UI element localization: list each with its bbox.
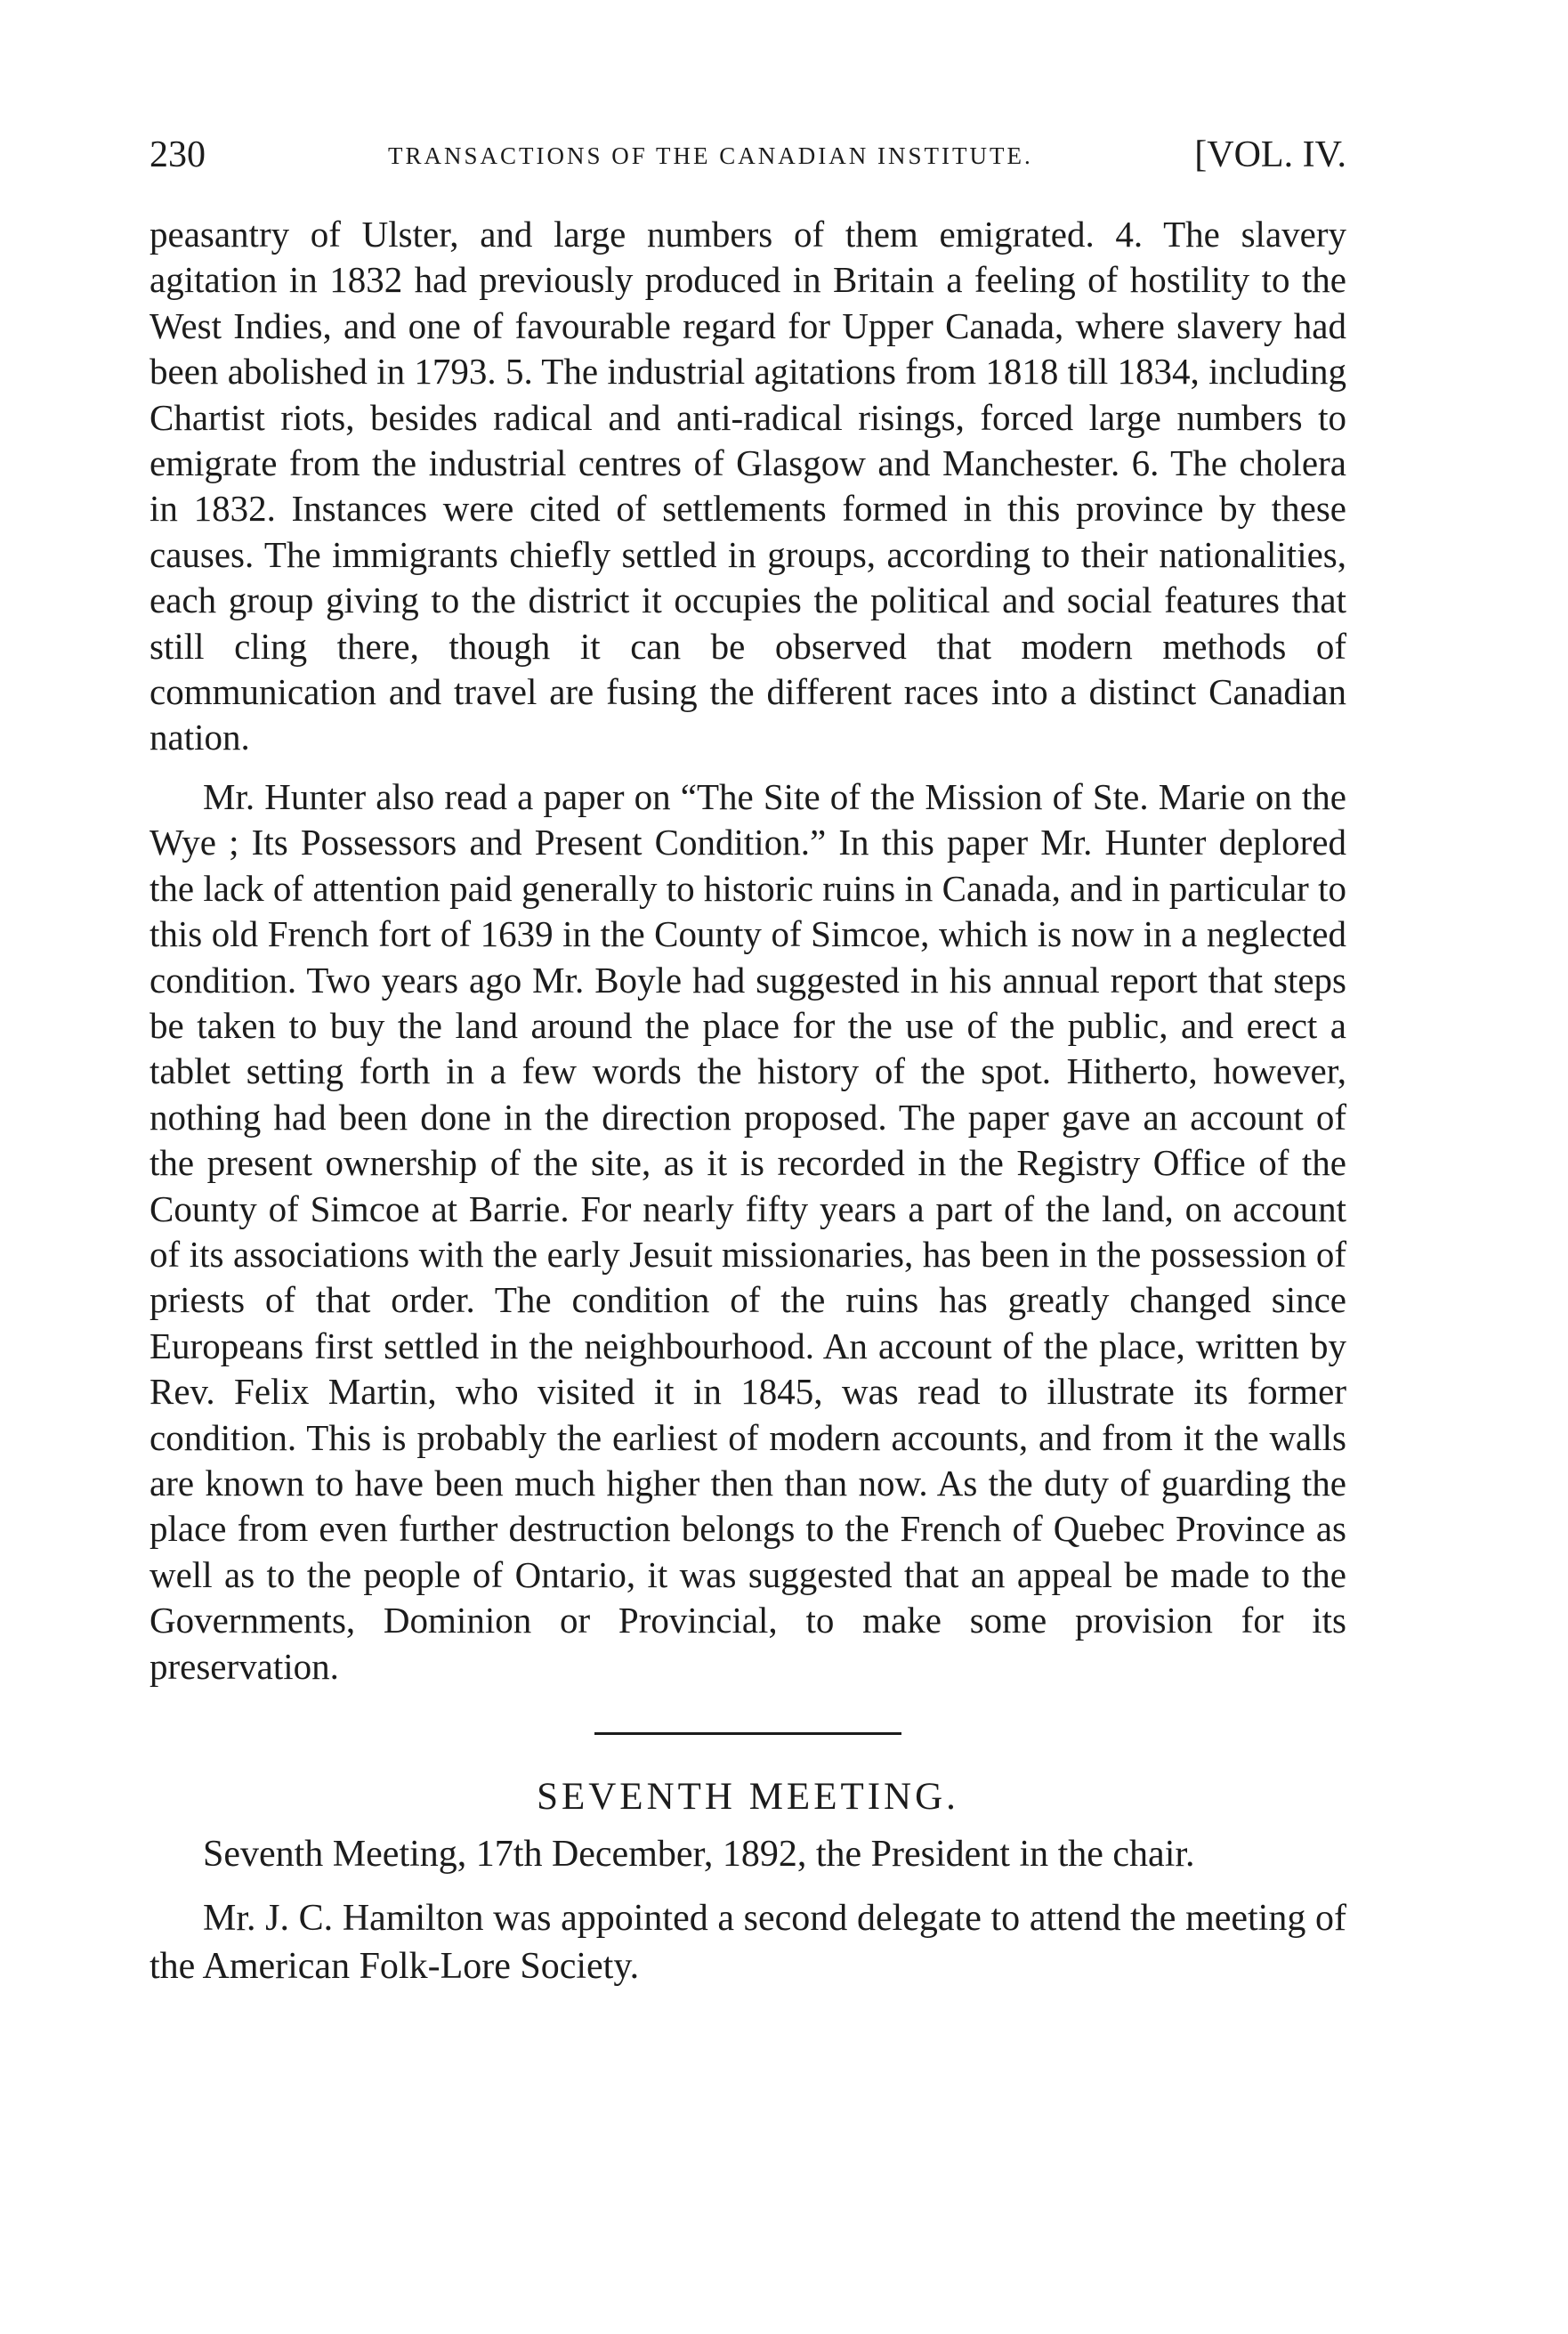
paragraph-continuation: peasantry of Ulster, and large numbers of them emigrated. 4. The slavery agitation in 1832 had previously produced in Britain a feeling of hostility to the West Indies, and one of favourable regard for Upper Canada, where slavery had been abolished in 1793. 5. The industrial agitations from 1818 till 1834, including Chartist riots, besides radical and anti-radical risings, forced large numbers to emigrate from the industrial centres of Glasgow and Manchester. 6. The cholera in 1832. Instances were cited of settlements formed in this province by these causes. The immigrants chiefly settled in groups, according to their nationalities, each group giving to the district it occupies the political and social features that still cling there, though it can be observed that modern methods of communication and travel are fusing the different races into a distinct Canadian nation. [150,214,1346,758]
paragraph-hunter-paper: Mr. Hunter also read a paper on “The Site of the Mission of Ste. Marie on the Wye ; Its Possessors and Present Condition.” In this paper Mr. Hunter deplored the lack of attention paid generally to historic ruins in Canada, and in particular to this old French fort of 1639 in the County of Simcoe, which is now in a neglected condition. Two years ago Mr. Boyle had suggested in his annual report that steps be taken to buy the land around the place for the use of the public, and erect a tablet setting forth in a few words the history of the spot. Hitherto, however, nothing had been done in the direction proposed. The paper gave an account of the present ownership of the site, as it is recorded in the Registry Office of the County of Simcoe at Barrie. For nearly fifty years a part of the land, on account of its associations with the early Jesuit missionaries, has been in the possession of priests of that order. The condition of the ruins has greatly changed since Europeans first settled in the neighbourhood. An account of the place, written by Rev. Felix Martin, who visited it in 1845, was read to illustrate its former condition. This is probably the earliest of modern accounts, and from it the walls are known to have been much higher then than now. As the duty of guarding the place from even further destruction belongs to the French of Quebec Province as well as to the people of Ontario, it was suggested that an appeal be made to the Governments, Dominion or Provincial, to make some provision for its preservation. [150,775,1346,1687]
paragraph-meeting-line: Seventh Meeting, 17th December, 1892, the President in the chair. [203,1834,1195,1876]
section-divider [594,1732,901,1735]
page-header [150,134,1346,187]
volume-label: [VOL. IV. [1194,134,1346,175]
paragraph-delegate: Mr. J. C. Hamilton was appointed a second delegate to attend the meeting of the American Folk-Lore Society. [150,1898,1346,1988]
page-number: 230 [150,134,206,175]
section-heading: SEVENTH MEETING. [537,1776,959,1818]
running-title: TRANSACTIONS OF THE CANADIAN INSTITUTE. [388,142,1033,169]
page-body [150,212,1346,1990]
document-page [150,134,1346,1990]
